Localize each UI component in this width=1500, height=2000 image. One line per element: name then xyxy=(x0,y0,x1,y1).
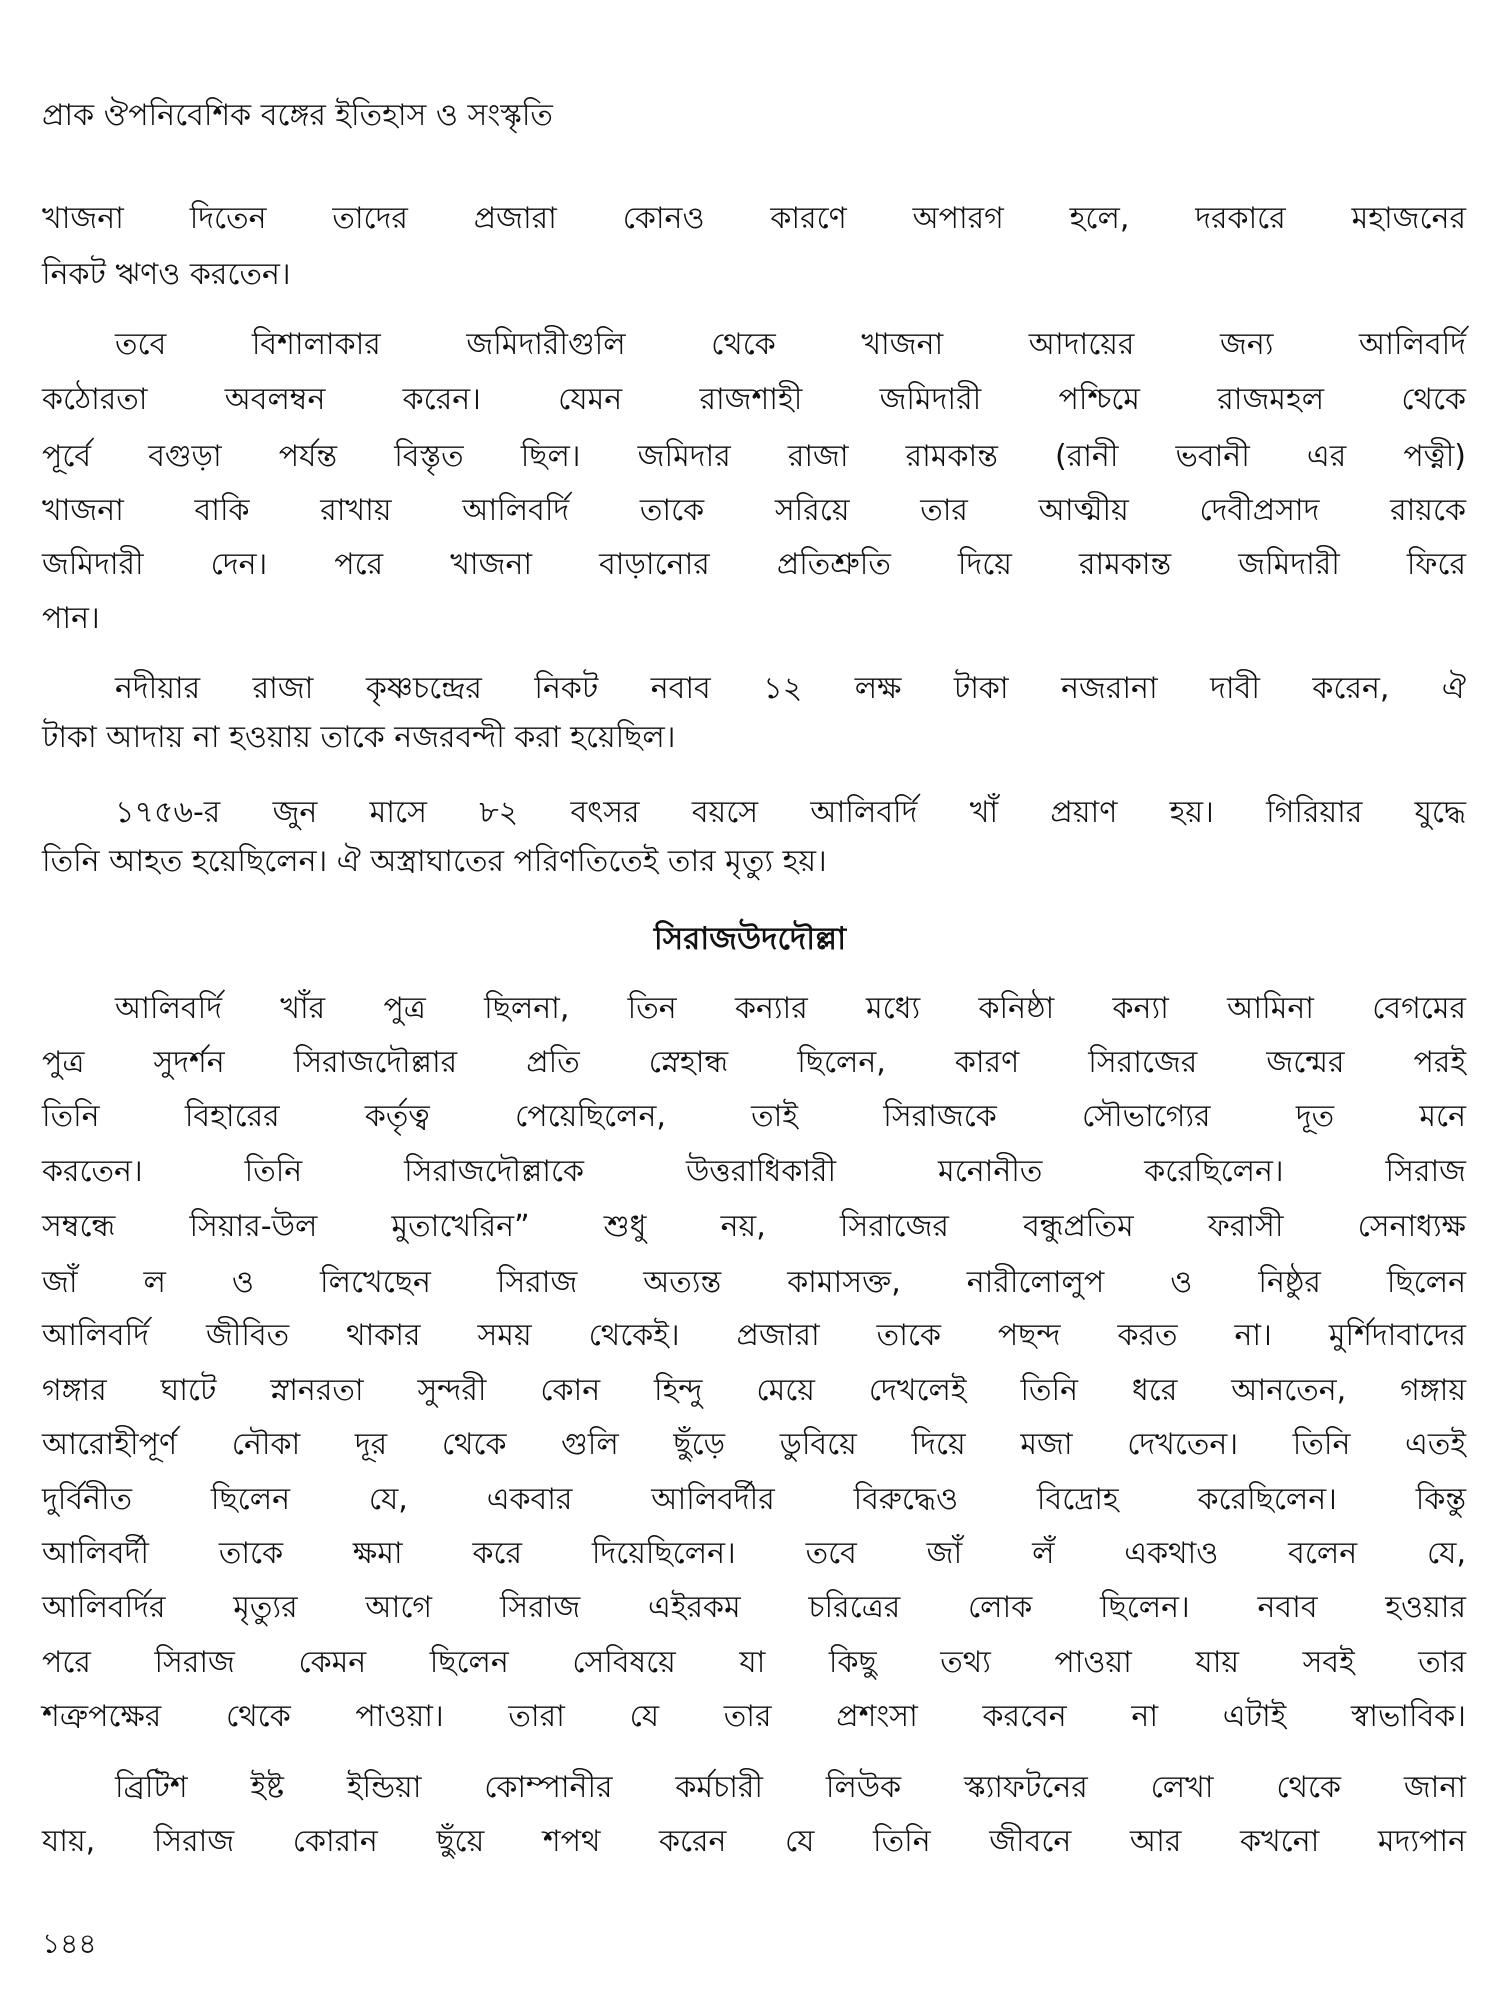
paragraph-5-line: শত্রুপক্ষের থেকে পাওয়া। তারা যে তার প্রশংসা করবেন না এটাই স্বাভাবিক। xyxy=(42,1699,1466,1734)
paragraph-2-line: খাজনা বাকি রাখায় আলিবর্দি তাকে সরিয়ে তার আত্মীয় দেবীপ্রসাদ রায়কে xyxy=(42,493,1466,528)
page-number: ১৪৪ xyxy=(42,1927,97,1960)
paragraph-5-line: আলিবর্দি খাঁর পুত্র ছিলনা, তিন কন্যার মধ্যে কনিষ্ঠা কন্যা আমিনা বেগমের xyxy=(115,991,1466,1026)
paragraph-3-line: নদীয়ার রাজা কৃষ্ণচন্দ্রের নিকট নবাব ১২ লক্ষ টাকা নজরানা দাবী করেন, ঐ xyxy=(115,671,1466,706)
running-header: প্রাক ঔপনিবেশিক বঙ্গের ইতিহাস ও সংস্কৃতি xyxy=(42,98,553,133)
paragraph-1-line: খাজনা দিতেন তাদের প্রজারা কোনও কারণে অপারগ হলে, দরকারে মহাজনের xyxy=(42,201,1466,236)
paragraph-2-line: পান। xyxy=(42,601,100,636)
paragraph-5-line: করতেন। তিনি সিরাজদৌল্লাকে উত্তরাধিকারী মনোনীত করেছিলেন। সিরাজ xyxy=(42,1154,1466,1189)
paragraph-1-line: নিকট ঋণও করতেন। xyxy=(42,257,291,292)
paragraph-5-line: জাঁ ল ও লিখেছেন সিরাজ অত্যন্ত কামাসক্ত, নারীলোলুপ ও নিষ্ঠুর ছিলেন xyxy=(42,1265,1466,1300)
paragraph-5-line: দুর্বিনীত ছিলেন যে, একবার আলিবর্দীর বিরুদ্ধেও বিদ্রোহ করেছিলেন। কিন্তু xyxy=(42,1482,1466,1517)
paragraph-2-line: কঠোরতা অবলম্বন করেন। যেমন রাজশাহী জমিদারী পশ্চিমে রাজমহল থেকে xyxy=(42,382,1466,417)
paragraph-4-line: তিনি আহত হয়েছিলেন। ঐ অস্ত্রাঘাতের পরিণতিতেই তার মৃত্যু হয়। xyxy=(42,844,827,879)
paragraph-6-line: যায়, সিরাজ কোরান ছুঁয়ে শপথ করেন যে তিনি জীবনে আর কখনো মদ্যপান xyxy=(42,1824,1466,1859)
paragraph-5-line: আলিবর্দী তাকে ক্ষমা করে দিয়েছিলেন। তবে জাঁ লঁ একথাও বলেন যে, xyxy=(42,1536,1466,1571)
paragraph-3-line: টাকা আদায় না হওয়ায় তাকে নজরবন্দী করা হয়েছিল। xyxy=(42,720,676,755)
paragraph-5-line: পুত্র সুদর্শন সিরাজদৌল্লার প্রতি স্নেহান্ধ ছিলেন, কারণ সিরাজের জন্মের পরই xyxy=(42,1045,1466,1080)
paragraph-2-line: তবে বিশালাকার জমিদারীগুলি থেকে খাজনা আদায়ের জন্য আলিবর্দি xyxy=(115,327,1466,362)
paragraph-5-line: আরোহীপূর্ণ নৌকা দূর থেকে গুলি ছুঁড়ে ডুবিয়ে দিয়ে মজা দেখতেন। তিনি এতই xyxy=(42,1427,1466,1462)
paragraph-2-line: জমিদারী দেন। পরে খাজনা বাড়ানোর প্রতিশ্রুতি দিয়ে রামকান্ত জমিদারী ফিরে xyxy=(42,547,1466,582)
section-heading: সিরাজউদদৌল্লা xyxy=(653,921,847,957)
paragraph-5-line: তিনি বিহারের কর্তৃত্ব পেয়েছিলেন, তাই সিরাজকে সৌভাগ্যের দূত মনে xyxy=(42,1099,1466,1134)
paragraph-5-line: আলিবর্দির মৃত্যুর আগে সিরাজ এইরকম চরিত্রের লোক ছিলেন। নবাব হওয়ার xyxy=(42,1590,1466,1625)
paragraph-5-line: গঙ্গার ঘাটে স্নানরতা সুন্দরী কোন হিন্দু মেয়ে দেখলেই তিনি ধরে আনতেন, গঙ্গায় xyxy=(42,1373,1466,1408)
paragraph-5-line: পরে সিরাজ কেমন ছিলেন সেবিষয়ে যা কিছু তথ্য পাওয়া যায় সবই তার xyxy=(42,1645,1466,1680)
paragraph-2-line: পূর্বে বগুড়া পর্যন্ত বিস্তৃত ছিল। জমিদার রাজা রামকান্ত (রানী ভবানী এর পত্নী) xyxy=(42,439,1466,474)
paragraph-4-line: ১৭৫৬-র জুন মাসে ৮২ বৎসর বয়সে আলিবর্দি খাঁ প্রয়াণ হয়। গিরিয়ার যুদ্ধে xyxy=(115,795,1466,830)
paragraph-5-line: সম্বন্ধে সিয়ার-উল মুতাখেরিন” শুধু নয়, সিরাজের বন্ধুপ্রতিম ফরাসী সেনাধ্যক্ষ xyxy=(42,1209,1466,1244)
paragraph-6-line: ব্রিটিশ ইষ্ট ইন্ডিয়া কোম্পানীর কর্মচারী লিউক স্ক্যাফটনের লেখা থেকে জানা xyxy=(115,1770,1466,1805)
paragraph-5-line: আলিবর্দি জীবিত থাকার সময় থেকেই। প্রজারা তাকে পছন্দ করত না। মুর্শিদাবাদের xyxy=(42,1318,1466,1353)
